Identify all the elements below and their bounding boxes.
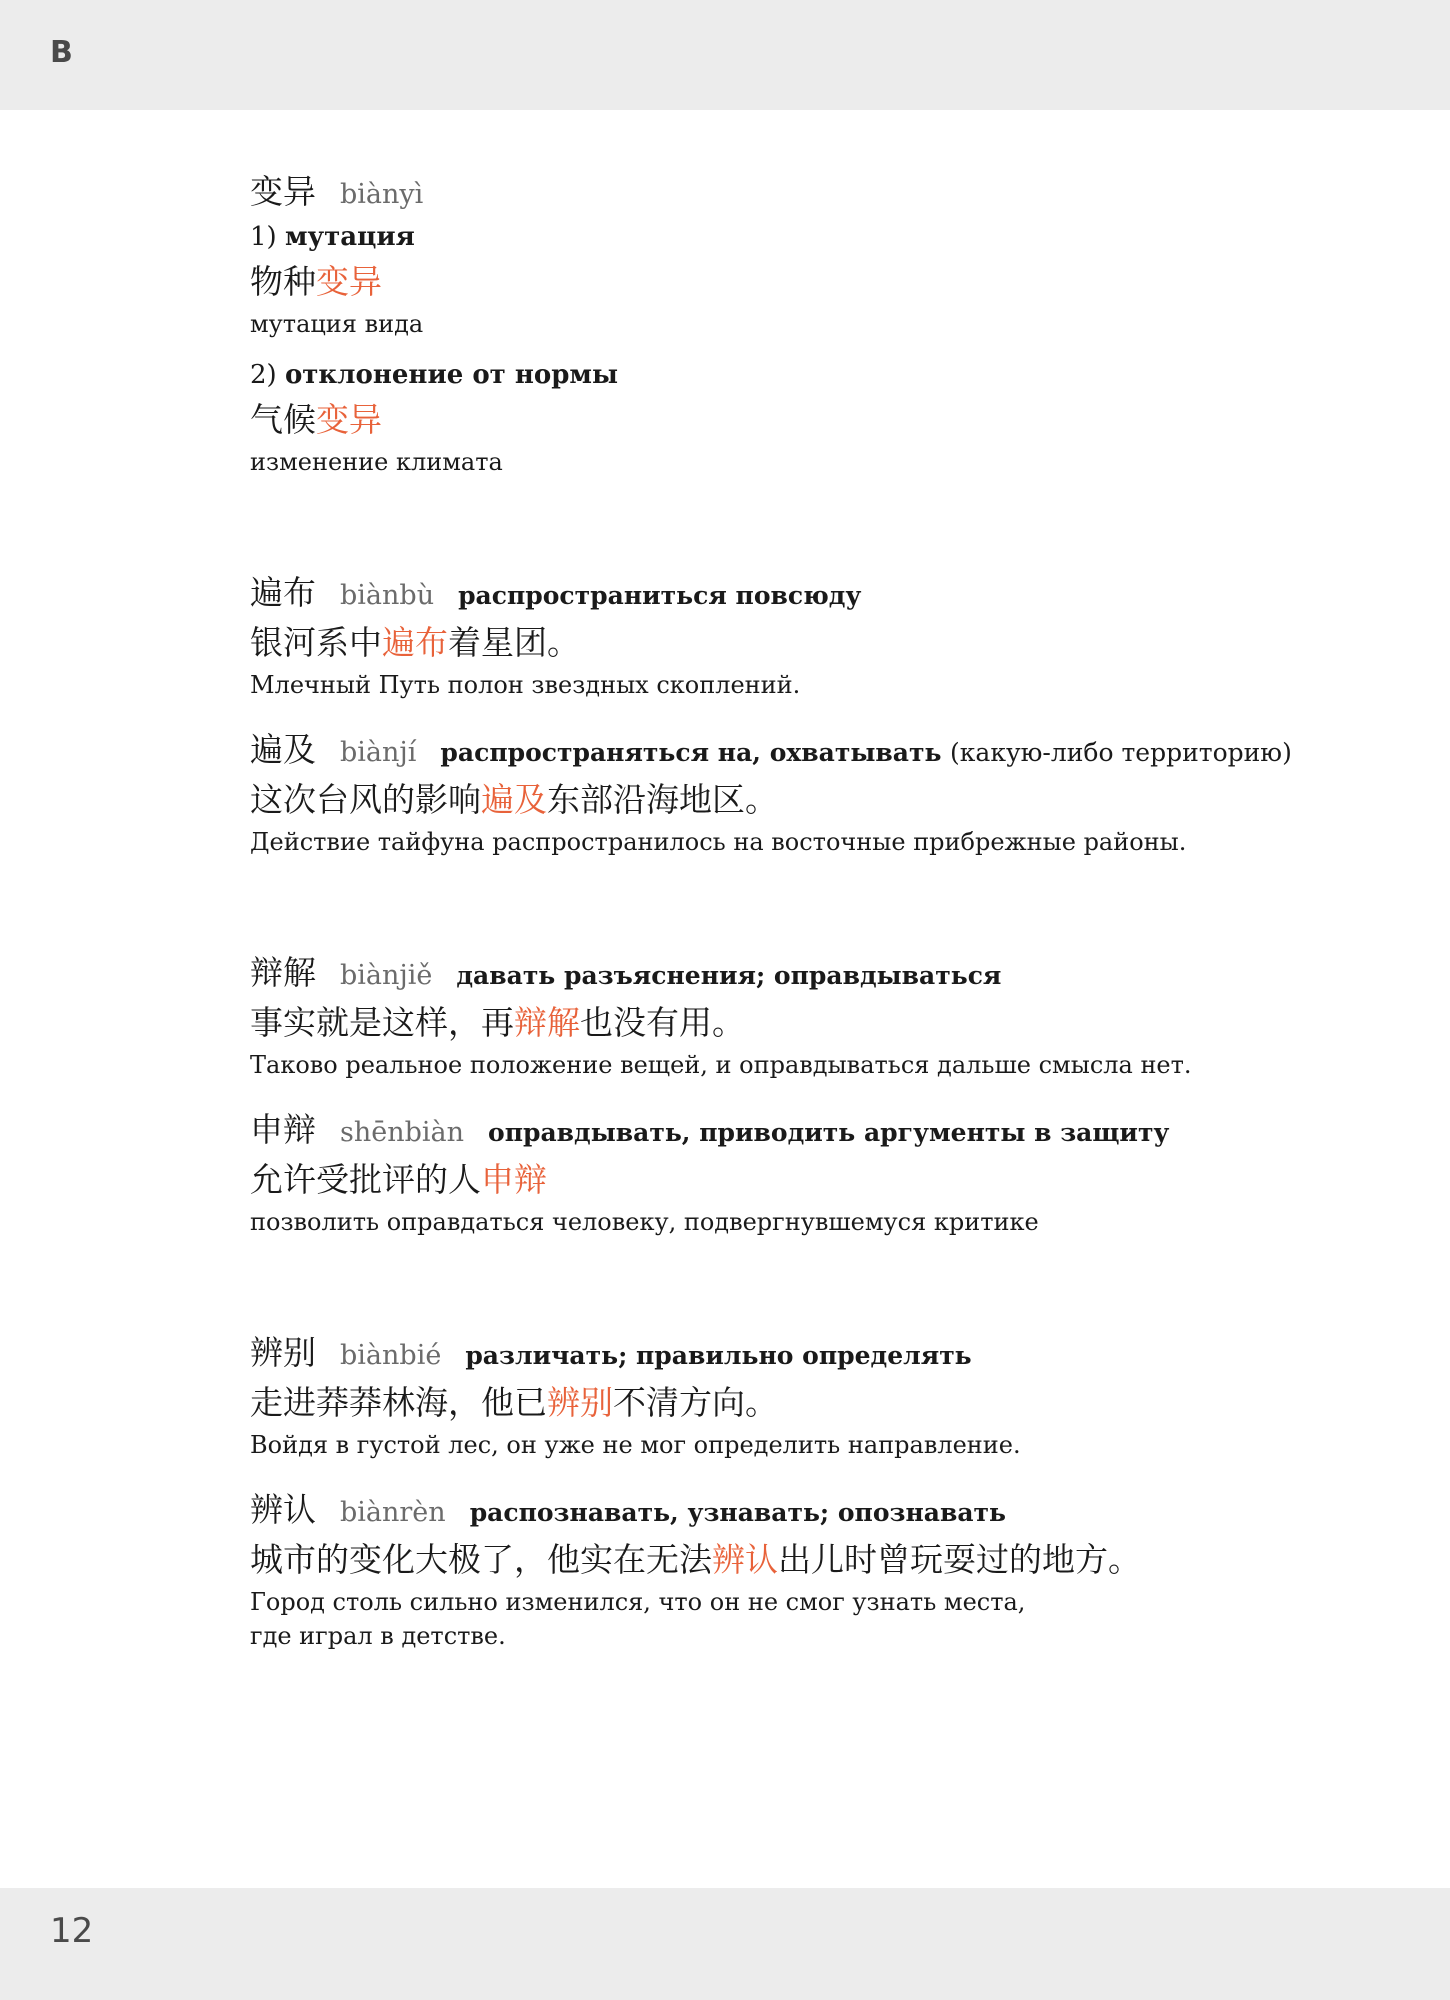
headword: 辨别 xyxy=(250,1333,316,1372)
entry-head xyxy=(250,571,1370,618)
example-sentence xyxy=(250,257,1370,307)
highlighted-word: 遍布 xyxy=(382,623,448,662)
example-text: 东部沿海地区。 xyxy=(547,780,778,819)
entry-head xyxy=(250,1488,1370,1535)
example-sentence xyxy=(250,775,1370,825)
sense-heading xyxy=(250,217,1370,257)
dictionary-entry xyxy=(250,571,1370,702)
example-translation: позволить оправдаться человеку, подвергнувшемуся критике xyxy=(250,1208,1039,1236)
headword: 辩解 xyxy=(250,953,316,992)
translation: различать; правильно определять xyxy=(465,1341,972,1370)
highlighted-word: 辨认 xyxy=(712,1540,778,1579)
translation: давать разъяснения; оправдываться xyxy=(456,961,1002,990)
sense-number: 2) xyxy=(250,360,277,390)
translation: распространиться повсюду xyxy=(458,581,862,610)
example-text: 出儿时曾玩耍过的地方。 xyxy=(778,1540,1141,1579)
pinyin: biànjiě xyxy=(340,960,433,991)
pinyin: biànrèn xyxy=(340,1497,446,1528)
headword: 遍布 xyxy=(250,573,316,612)
translation: мутация xyxy=(284,222,415,252)
translation: распространяться на, охватывать xyxy=(440,738,942,767)
top-bar xyxy=(0,0,1450,110)
pinyin: shēnbiàn xyxy=(340,1117,465,1148)
dictionary-entry xyxy=(250,170,1370,479)
example-text: 这次台风的影响 xyxy=(250,780,481,819)
example-translation: Город столь сильно изменился, что он не смог узнать места, xyxy=(250,1588,1026,1616)
page-number: 12 xyxy=(50,1911,94,1951)
headword: 申辩 xyxy=(250,1110,316,1149)
example-sentence xyxy=(250,618,1370,668)
highlighted-word: 申辩 xyxy=(481,1160,547,1199)
pinyin: biànyì xyxy=(340,179,424,210)
highlighted-word: 辩解 xyxy=(514,1003,580,1042)
entry-group xyxy=(250,571,1370,859)
example-translation-continued: где играл в детстве. xyxy=(250,1622,506,1650)
example-sentence xyxy=(250,998,1370,1048)
entry-group xyxy=(250,170,1370,479)
example-sentence xyxy=(250,1378,1370,1428)
example-text: 物种 xyxy=(250,262,316,301)
example-text: 允许受批评的人 xyxy=(250,1160,481,1199)
example-text: 银河系中 xyxy=(250,623,382,662)
entry-group xyxy=(250,951,1370,1239)
headword: 遍及 xyxy=(250,730,316,769)
example-text: 城市的变化大极了，他实在无法 xyxy=(250,1540,712,1579)
section-letter: B xyxy=(50,35,73,70)
example-text: 走进莽莽林海，他已 xyxy=(250,1383,547,1422)
highlighted-word: 辨别 xyxy=(547,1383,613,1422)
entry-head xyxy=(250,1331,1370,1378)
example-translation: мутация вида xyxy=(250,310,424,338)
pinyin: biànbù xyxy=(340,580,435,611)
dictionary-content xyxy=(250,170,1370,1745)
translation: отклонение от нормы xyxy=(284,360,619,390)
highlighted-word: 遍及 xyxy=(481,780,547,819)
example-text: 气候 xyxy=(250,400,316,439)
translation: распознавать, узнавать; опознавать xyxy=(469,1498,1006,1527)
dictionary-entry xyxy=(250,1331,1370,1462)
headword: 辨认 xyxy=(250,1490,316,1529)
example-translation: Таково реальное положение вещей, и оправдываться дальше смысла нет. xyxy=(250,1051,1192,1079)
entry-head xyxy=(250,951,1370,998)
entry-head xyxy=(250,728,1370,775)
example-sentence xyxy=(250,1155,1370,1205)
entry-head xyxy=(250,1108,1370,1155)
bottom-bar xyxy=(0,1888,1450,2000)
entry-group xyxy=(250,1331,1370,1653)
example-translation: Войдя в густой лес, он уже не мог определить направление. xyxy=(250,1431,1021,1459)
pinyin: biànjí xyxy=(340,737,417,768)
pinyin: biànbié xyxy=(340,1340,442,1371)
entry-head xyxy=(250,170,1370,217)
example-translation: изменение климата xyxy=(250,448,503,476)
example-text: 着星团。 xyxy=(448,623,580,662)
usage-note: (какую-либо территорию) xyxy=(950,738,1292,767)
highlighted-word: 变异 xyxy=(316,400,382,439)
dictionary-entry xyxy=(250,1108,1370,1239)
translation: оправдывать, приводить аргументы в защиту xyxy=(488,1118,1170,1147)
example-text: 事实就是这样，再 xyxy=(250,1003,514,1042)
dictionary-entry xyxy=(250,728,1370,859)
dictionary-entry xyxy=(250,951,1370,1082)
headword: 变异 xyxy=(250,172,316,211)
highlighted-word: 变异 xyxy=(316,262,382,301)
example-text: 也没有用。 xyxy=(580,1003,745,1042)
sense-heading xyxy=(250,355,1370,395)
example-translation: Действие тайфуна распространилось на восточные прибрежные районы. xyxy=(250,828,1187,856)
dictionary-entry xyxy=(250,1488,1370,1653)
example-text: 不清方向。 xyxy=(613,1383,778,1422)
sense-number: 1) xyxy=(250,222,277,252)
example-sentence xyxy=(250,395,1370,445)
example-translation: Млечный Путь полон звездных скоплений. xyxy=(250,671,801,699)
example-sentence xyxy=(250,1535,1370,1585)
